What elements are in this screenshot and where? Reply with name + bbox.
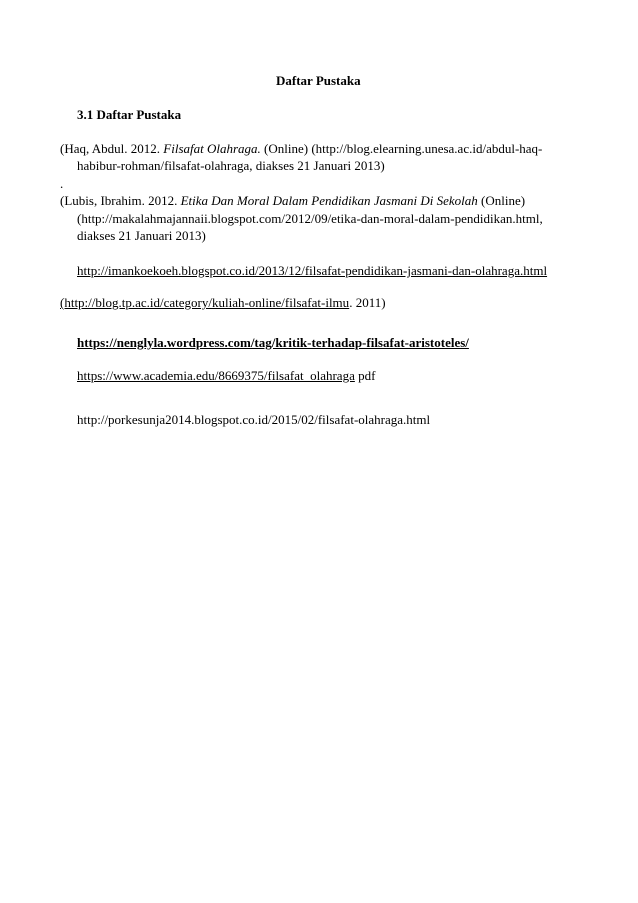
- page-title: Daftar Pustaka: [276, 73, 361, 88]
- link-academia[interactable]: https://www.academia.edu/8669375/filsafat_olahraga: [77, 368, 355, 383]
- reference-haq-title: Filsafat Olahraga.: [163, 141, 261, 156]
- reference-haq-suffix: (Online) (http://blog.elearning.unesa.ac.id/abdul-haq-: [260, 141, 543, 156]
- section-heading: 3.1 Daftar Pustaka: [77, 107, 182, 122]
- link-nenglyla[interactable]: https://nenglyla.wordpress.com/tag/kritik-terhadap-filsafat-aristoteles/: [77, 335, 469, 350]
- reference-porkesunja: http://porkesunja2014.blogspot.co.id/2015/02/filsafat-olahraga.html: [77, 412, 431, 427]
- reference-blog-tp-suffix: . 2011): [349, 295, 386, 310]
- reference-haq-prefix: (Haq, Abdul. 2012.: [60, 141, 164, 156]
- reference-lubis-suffix: (Online): [477, 193, 526, 208]
- reference-academia-suffix: pdf: [354, 368, 376, 383]
- reference-haq-line2: habibur-rohman/filsafat-olahraga, diakses 21 Januari 2013): [77, 158, 385, 173]
- reference-lubis-line2: (http://makalahmajannaii.blogspot.com/2012/09/etika-dan-moral-dalam-pendidikan.html,: [77, 211, 543, 226]
- reference-lubis-line3: diakses 21 Januari 2013): [77, 228, 206, 243]
- reference-lubis-title: Etika Dan Moral Dalam Pendidikan Jasmani Di Sekolah: [180, 193, 478, 208]
- separator-dot: .: [60, 176, 64, 191]
- reference-blog-tp: [60, 294, 386, 312]
- reference-academia: [77, 367, 375, 385]
- reference-lubis-line1: [60, 192, 525, 210]
- link-blog-tp[interactable]: (http://blog.tp.ac.id/category/kuliah-online/filsafat-ilmu: [60, 295, 350, 310]
- reference-lubis-prefix: (Lubis, Ibrahim. 2012.: [60, 193, 181, 208]
- reference-haq-line1: [60, 140, 542, 158]
- link-imankoekoeh[interactable]: http://imankoekoeh.blogspot.co.id/2013/12/filsafat-pendidikan-jasmani-dan-olahraga.html: [77, 263, 548, 278]
